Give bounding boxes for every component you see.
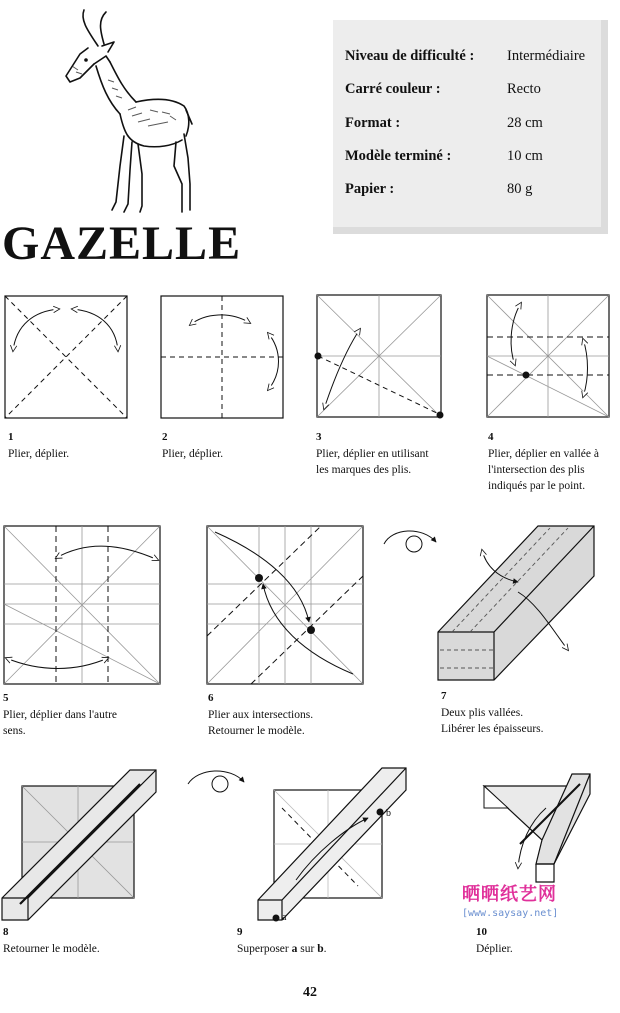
step-7-diagram — [378, 522, 606, 688]
info-label: Modèle terminé : — [345, 148, 452, 164]
info-value: 10 cm — [507, 148, 543, 164]
step-text-part: b — [317, 943, 324, 955]
point-a-marker — [273, 915, 280, 922]
step-instruction: Déplier. — [476, 943, 513, 955]
point-b-label: b — [386, 808, 391, 819]
info-label: Carré couleur : — [345, 81, 441, 97]
info-label: Niveau de difficulté : — [345, 48, 475, 64]
step-number: 5 — [3, 692, 9, 704]
step-text-part: Superposer — [237, 943, 292, 955]
step-instruction: Retourner le modèle. — [3, 943, 100, 955]
gazelle-illustration — [58, 6, 198, 216]
step-10-diagram — [480, 764, 596, 884]
step-6-diagram — [205, 524, 367, 688]
step-number: 6 — [208, 692, 214, 704]
step-text-part: . — [323, 943, 327, 955]
page-number: 42 — [303, 985, 317, 1000]
step-number: 3 — [316, 431, 322, 443]
step-text-part: sur — [297, 943, 318, 955]
step-4-diagram — [485, 293, 611, 419]
model-info-box — [333, 20, 608, 234]
step-5-diagram — [2, 524, 164, 688]
point-b-marker — [377, 809, 384, 816]
step-number: 4 — [488, 431, 494, 443]
info-value: Intermédiaire — [507, 48, 586, 64]
watermark-url: [www.saysay.net] — [462, 908, 559, 919]
step-9-diagram — [186, 762, 412, 924]
page-title: GAZELLE — [2, 217, 242, 270]
info-label: Papier : — [345, 181, 395, 197]
info-value: 28 cm — [507, 115, 543, 131]
info-value: Recto — [507, 81, 541, 97]
watermark — [462, 880, 558, 919]
step-instruction: Plier, déplier en vallée à l'intersection des plis indiqués par le point. — [488, 448, 599, 492]
step-3-diagram — [314, 293, 444, 421]
step-number: 9 — [237, 926, 243, 938]
step-number: 1 — [8, 431, 14, 443]
step-text-part: a — [291, 943, 298, 955]
step-instruction — [237, 941, 326, 957]
step-number: 2 — [162, 431, 168, 443]
step-instruction: Plier, déplier. — [162, 448, 224, 460]
step-instruction: Plier, déplier dans l'autre sens. — [3, 709, 118, 737]
step-instruction: Plier aux intersections. Retourner le modèle. — [208, 709, 314, 737]
point-a-label: a — [282, 912, 287, 923]
step-number: 7 — [441, 690, 447, 702]
step-8-diagram — [0, 764, 162, 922]
step-1-diagram — [4, 295, 128, 419]
step-number: 10 — [476, 926, 487, 938]
step-instruction: Plier, déplier. — [8, 448, 70, 460]
watermark-title: 晒晒纸艺网 — [462, 884, 557, 905]
step-2-diagram — [160, 295, 284, 419]
step-number: 8 — [3, 926, 9, 938]
info-value: 80 g — [507, 181, 533, 197]
info-label: Format : — [345, 115, 401, 131]
step-instruction: Deux plis vallées. Libérer les épaisseurs. — [441, 707, 544, 735]
step-instruction: Plier, déplier en utilisant les marques des plis. — [316, 448, 429, 476]
